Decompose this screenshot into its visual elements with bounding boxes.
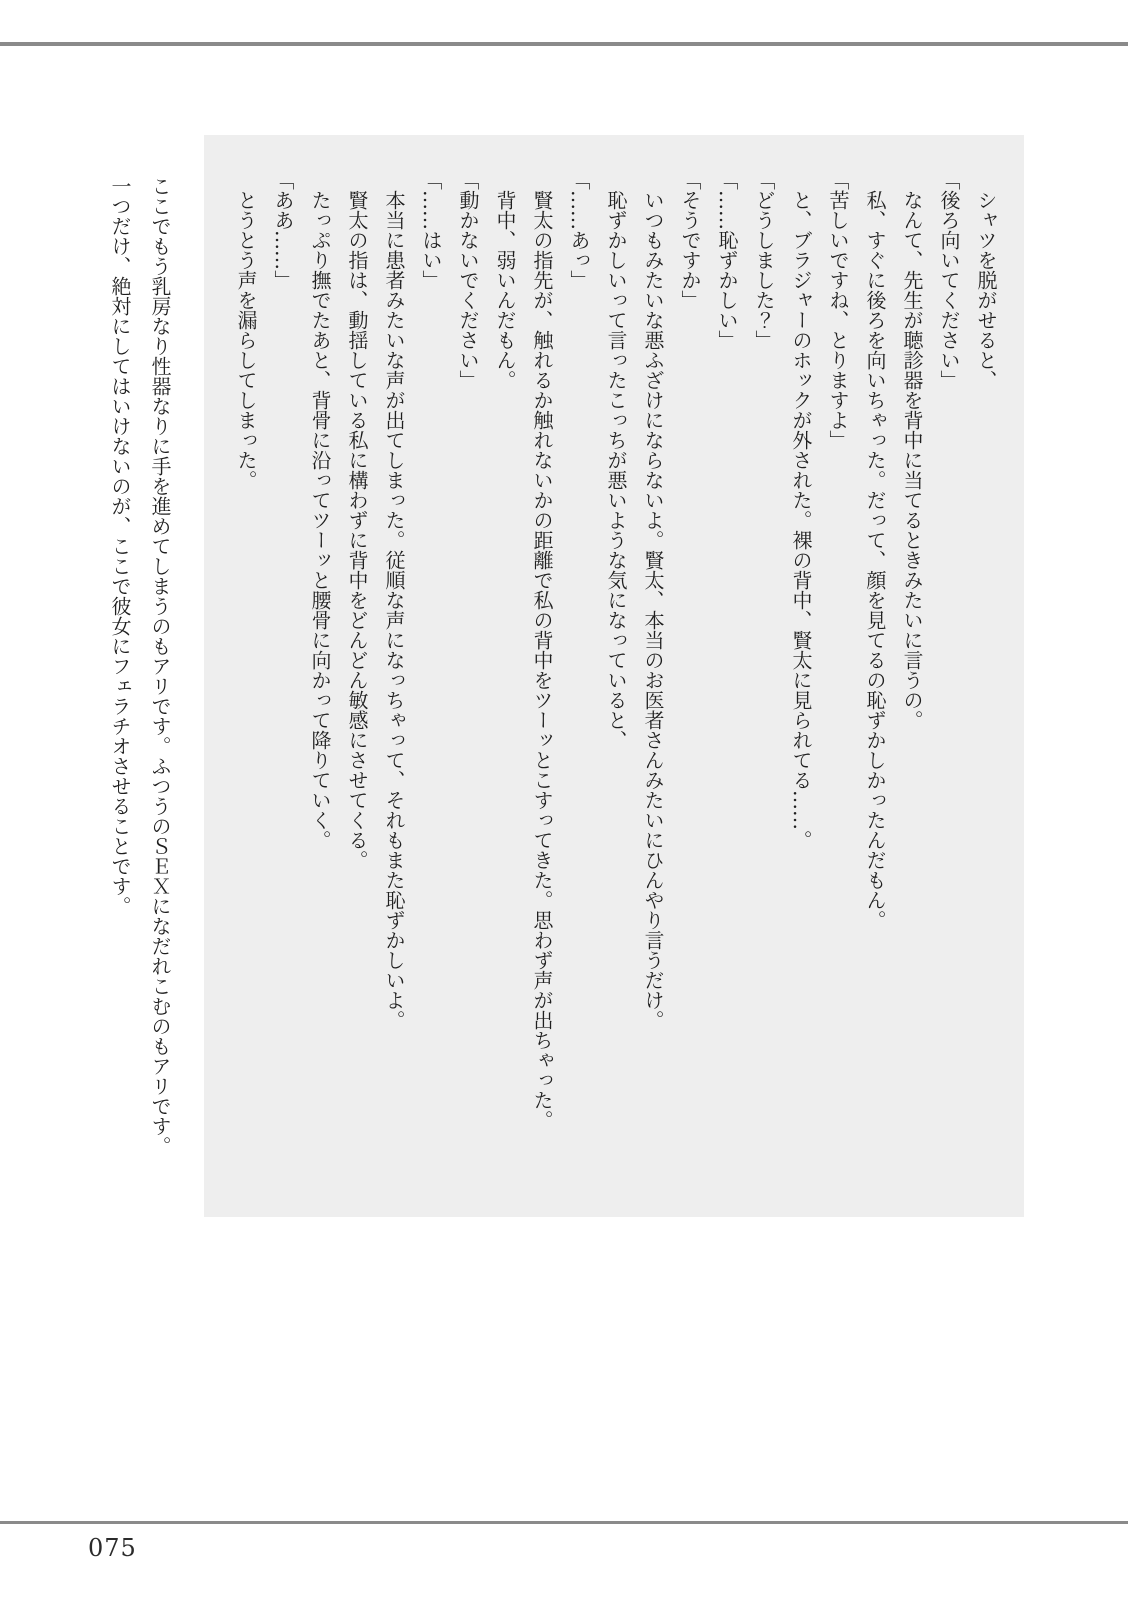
- story-line: 「……恥ずかしい」: [715, 170, 739, 350]
- story-panel: [204, 135, 1024, 1217]
- story-line: 背中、弱いんだもん。: [493, 170, 517, 390]
- story-line: いつもみたいな悪ふざけにならないよ。賢太、本当のお医者さんみたいにひんやり言うだけ。: [641, 170, 665, 1030]
- story-line: 「動かないでください」: [456, 170, 480, 390]
- story-line: 「苦しいですね、とりますよ」: [826, 170, 850, 450]
- story-line: 「……あっ」: [567, 170, 591, 290]
- story-line: たっぷり撫でたあと、背骨に沿ってツーッと腰骨に向かって降りていく。: [308, 170, 332, 850]
- story-line: 「そうですか」: [678, 170, 702, 310]
- story-line: シャツを脱がせると、: [974, 170, 998, 390]
- story-line: 「……はい」: [419, 170, 443, 290]
- story-text: [227, 170, 1004, 1190]
- story-line: 賢太の指は、動揺している私に構わずに背中をどんどん敏感にさせてくる。: [345, 170, 369, 870]
- commentary-text: [100, 156, 180, 1216]
- story-line: 「後ろ向いてください」: [937, 170, 961, 390]
- story-line: 「どうしました？」: [752, 170, 776, 350]
- page-number: 075: [88, 1534, 137, 1562]
- commentary-line: ここでもう乳房なり性器なりに手を進めてしまうのもアリです。ふつうのＳＥＸになだれこむのもアリです。: [148, 156, 172, 1156]
- story-line: 賢太の指先が、触れるか触れないかの距離で私の背中をツーッとこすってきた。思わず声が出ちゃった。: [530, 170, 554, 1130]
- story-line: 恥ずかしいって言ったこっちが悪いような気になっていると、: [604, 170, 628, 750]
- story-line: なんて、先生が聴診器を背中に当てるときみたいに言うの。: [900, 170, 924, 730]
- bottom-rule: [0, 1521, 1128, 1524]
- commentary-line: 一つだけ、絶対にしてはいけないのが、ここで彼女にフェラチオさせることです。: [108, 156, 132, 916]
- story-line: 私、すぐに後ろを向いちゃった。だって、顔を見てるの恥ずかしかったんだもん。: [863, 170, 887, 930]
- story-line: 本当に患者みたいな声が出てしまった。従順な声になっちゃって、それもまた恥ずかしいよ。: [382, 170, 406, 1030]
- story-line: と、ブラジャーのホックが外された。裸の背中、賢太に見られてる……。: [789, 170, 813, 850]
- story-line: 「ああ……」: [271, 170, 295, 290]
- top-rule: [0, 42, 1128, 46]
- story-line: とうとう声を漏らしてしまった。: [234, 170, 258, 490]
